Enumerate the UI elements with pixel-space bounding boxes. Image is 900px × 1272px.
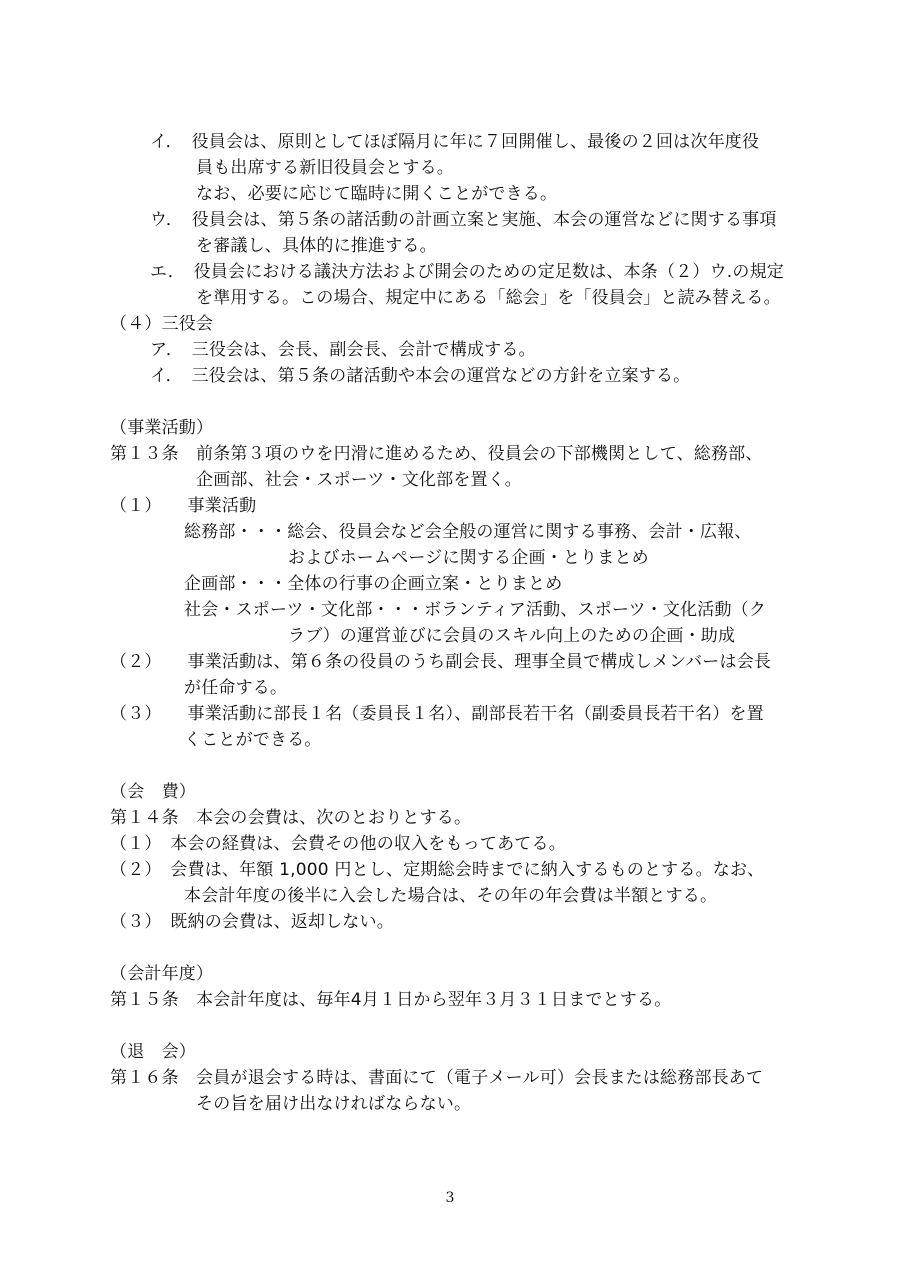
text-line: 本会計年度の後半に入会した場合は、その年の年会費は半額とする。 bbox=[184, 886, 718, 906]
item-line: （２） 会費は、年額 1,000 円とし、定期総会時までに納入するものとする。なお、 bbox=[110, 860, 765, 880]
article-heading: （会計年度） bbox=[110, 964, 214, 984]
text-line: ア． 三役会は、会長、副会長、会計で構成する。 bbox=[150, 340, 536, 360]
text-line: なお、必要に応じて臨時に開くことができる。 bbox=[196, 184, 558, 204]
text-line: 企画部、社会・スポーツ・文化部を置く。 bbox=[196, 470, 522, 490]
text-line: を準用する。この場合、規定中にある「総会」を「役員会」と読み替える。 bbox=[196, 288, 781, 308]
text-line: およびホームページに関する企画・とりまとめ bbox=[288, 548, 649, 568]
section-heading: （４）三役会 bbox=[110, 314, 214, 334]
text-line: 総務部・・・総会、役員会など会全般の運営に関する事務、会計・広報、 bbox=[184, 522, 752, 542]
text-line: 社会・スポーツ・文化部・・・ボランティア活動、スポーツ・文化活動（ク bbox=[184, 600, 767, 620]
item-line: （１） 事業活動 bbox=[110, 496, 257, 516]
article-line: 第１４条 本会の会費は、次のとおりとする。 bbox=[110, 808, 472, 828]
item-line: （３） 事業活動に部長１名（委員長１名）、副部長若干名（副委員長若干名）を置 bbox=[110, 704, 764, 724]
article-line: 第１５条 本会計年度は、毎年4月１日から翌年３月３１日までとする。 bbox=[110, 990, 672, 1010]
text-line: エ． 役員会における議決方法および開会のための定足数は、本条（２）ウ.の規定 bbox=[150, 262, 785, 282]
text-line: 企画部・・・全体の行事の企画立案・とりまとめ bbox=[184, 574, 563, 594]
page-number: 3 bbox=[445, 1190, 455, 1206]
article-heading: （事業活動） bbox=[110, 418, 214, 438]
article-line: 第１３条 前条第３項のウを円滑に進めるため、役員会の下部機関として、総務部、 bbox=[110, 444, 763, 464]
item-line: （３） 既納の会費は、返却しない。 bbox=[110, 912, 394, 932]
item-line: （２） 事業活動は、第６条の役員のうち副会長、理事全員で構成しメンバーは会長 bbox=[110, 652, 772, 672]
article-heading: （会 費） bbox=[110, 782, 196, 802]
text-line: ウ． 役員会は、第５条の諸活動の計画立案と実施、本会の運営などに関する事項 bbox=[150, 210, 777, 230]
text-line: その旨を届け出なければならない。 bbox=[196, 1094, 472, 1114]
text-line: くことができる。 bbox=[184, 730, 322, 750]
text-line: が任命する。 bbox=[184, 678, 288, 698]
item-line: （１） 本会の経費は、会費その他の収入をもってあてる。 bbox=[110, 834, 566, 854]
article-line: 第１６条 会員が退会する時は、書面にて（電子メール可）会長または総務部長あて bbox=[110, 1068, 764, 1088]
article-heading: （退 会） bbox=[110, 1042, 196, 1062]
text-line: イ． 役員会は、原則としてほぼ隔月に年に７回開催し、最後の２回は次年度役 bbox=[150, 132, 760, 152]
text-line: イ． 三役会は、第５条の諸活動や本会の運営などの方針を立案する。 bbox=[150, 366, 691, 386]
text-line: 員も出席する新旧役員会とする。 bbox=[196, 158, 454, 178]
text-line: を審議し、具体的に推進する。 bbox=[196, 236, 437, 256]
text-line: ラブ）の運営並びに会員のスキル向上のための企画・助成 bbox=[288, 626, 736, 646]
